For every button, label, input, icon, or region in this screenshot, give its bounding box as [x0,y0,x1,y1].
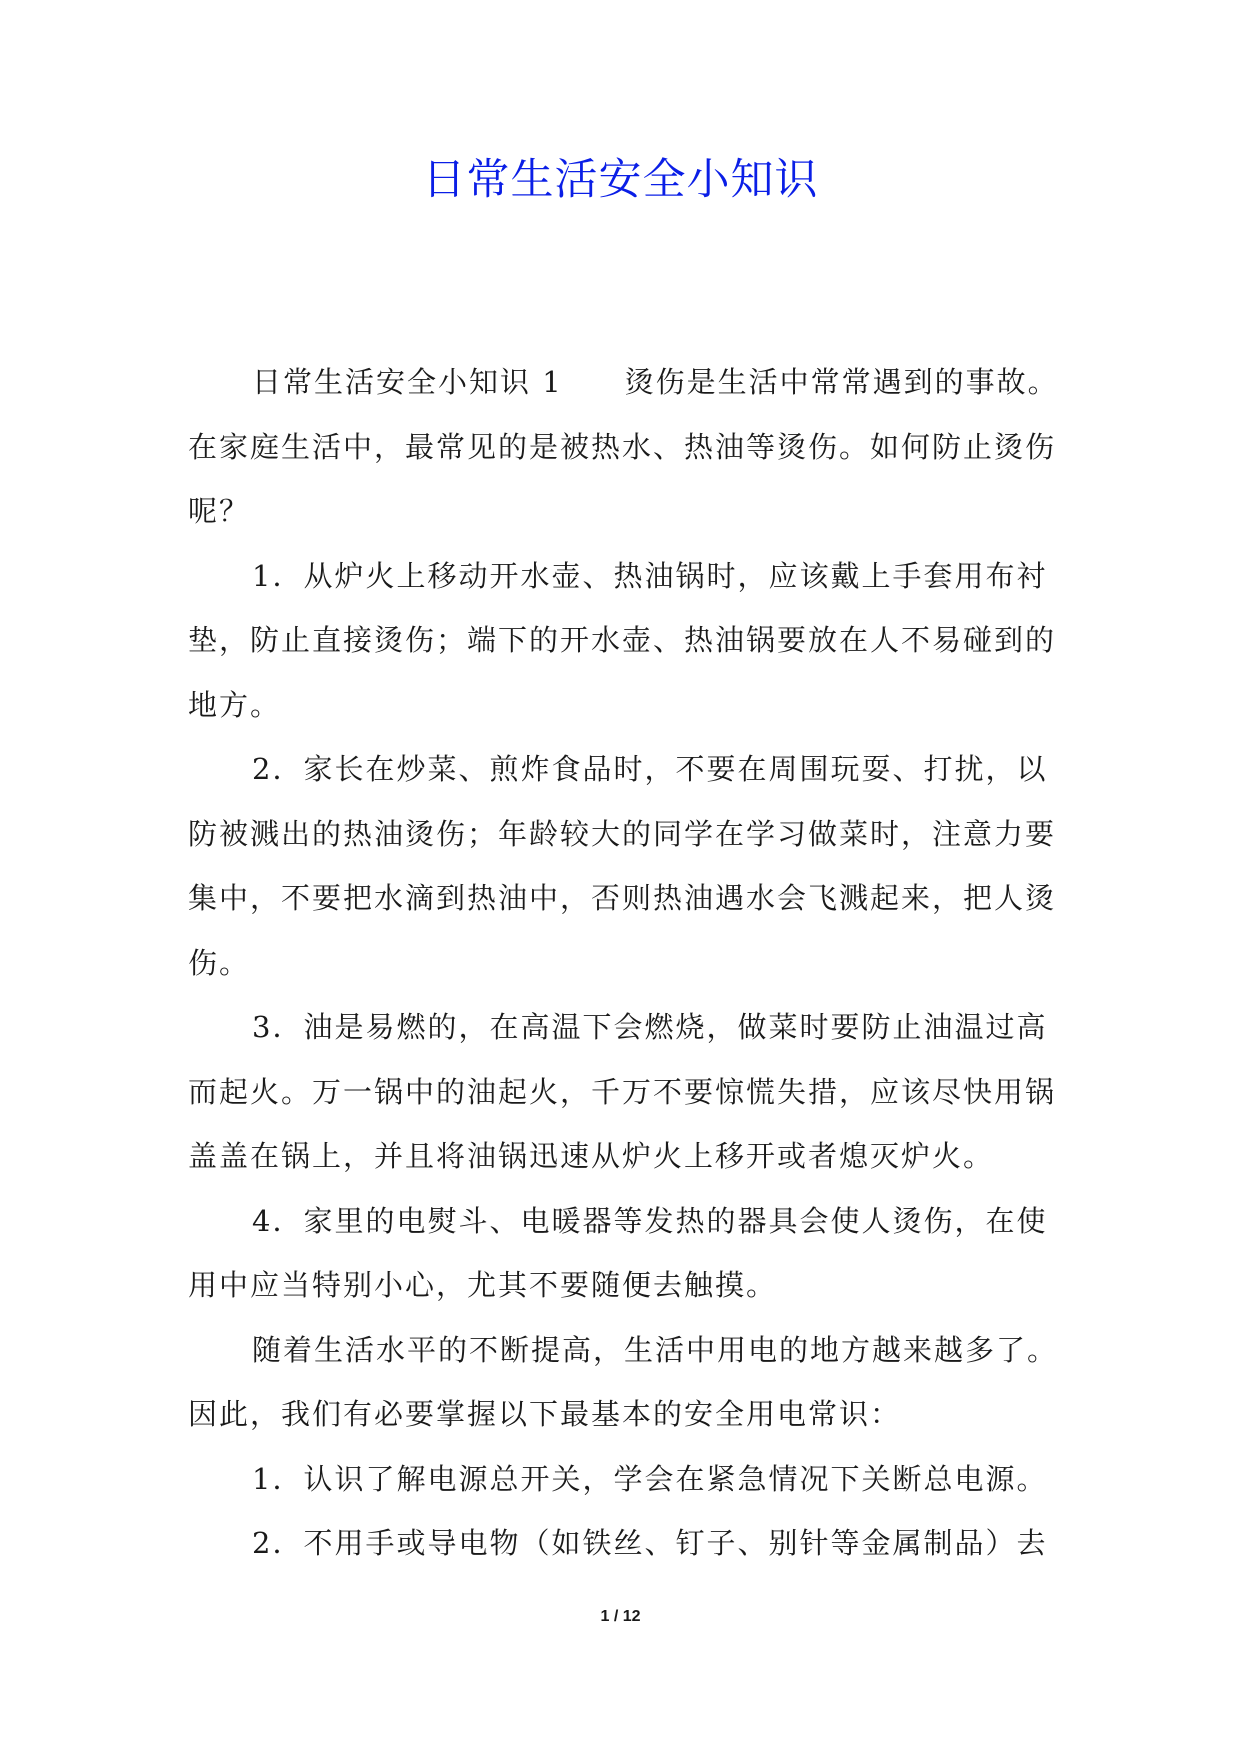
text-line: 1．认识了解电源总开关，学会在紧急情况下关断总电源。 [252,1461,1048,1496]
text-line: 地方。 [188,687,282,722]
text-line: 防被溅出的热油烫伤；年龄较大的同学在学习做菜时，注意力要 [188,816,1057,851]
document-title: 日常生活安全小知识 [422,155,819,205]
text-line: 因此，我们有必要掌握以下最基本的安全用电常识： [188,1397,902,1431]
text-line: 4．家里的电熨斗、电暖器等发热的器具会使人烫伤，在使 [252,1203,1048,1238]
text-line: 日常生活安全小知识 1 烫伤是生活中常常遇到的事故。 [252,365,1059,399]
text-line: 1．从炉火上移动开水壶、热油锅时，应该戴上手套用布衬 [252,558,1048,593]
text-line: 2．不用手或导电物（如铁丝、钉子、别针等金属制品）去 [252,1526,1048,1560]
text-line: 垫，防止直接烫伤；端下的开水壶、热油锅要放在人不易碰到的 [188,623,1057,657]
page-number: 1 / 12 [600,1608,641,1625]
text-line: 在家庭生活中，最常见的是被热水、热油等烫伤。如何防止烫伤 [188,429,1057,464]
document-body [188,350,1059,1576]
text-line: 随着生活水平的不断提高，生活中用电的地方越来越多了。 [252,1332,1059,1367]
text-line: 用中应当特别小心，尤其不要随便去触摸。 [188,1268,778,1302]
text-line: 集中，不要把水滴到热油中，否则热油遇水会飞溅起来，把人烫 [188,881,1057,915]
text-line: 呢？ [188,494,251,528]
text-line: 伤。 [188,945,251,980]
text-line: 3．油是易燃的，在高温下会燃烧，做菜时要防止油温过高 [252,1010,1048,1044]
text-line: 而起火。万一锅中的油起火，千万不要惊慌失措，应该尽快用锅 [188,1074,1057,1109]
text-line: 盖盖在锅上，并且将油锅迅速从炉火上移开或者熄灭炉火。 [188,1139,995,1173]
text-line: 2．家长在炒菜、煎炸食品时，不要在周围玩耍、打扰，以 [252,752,1048,786]
